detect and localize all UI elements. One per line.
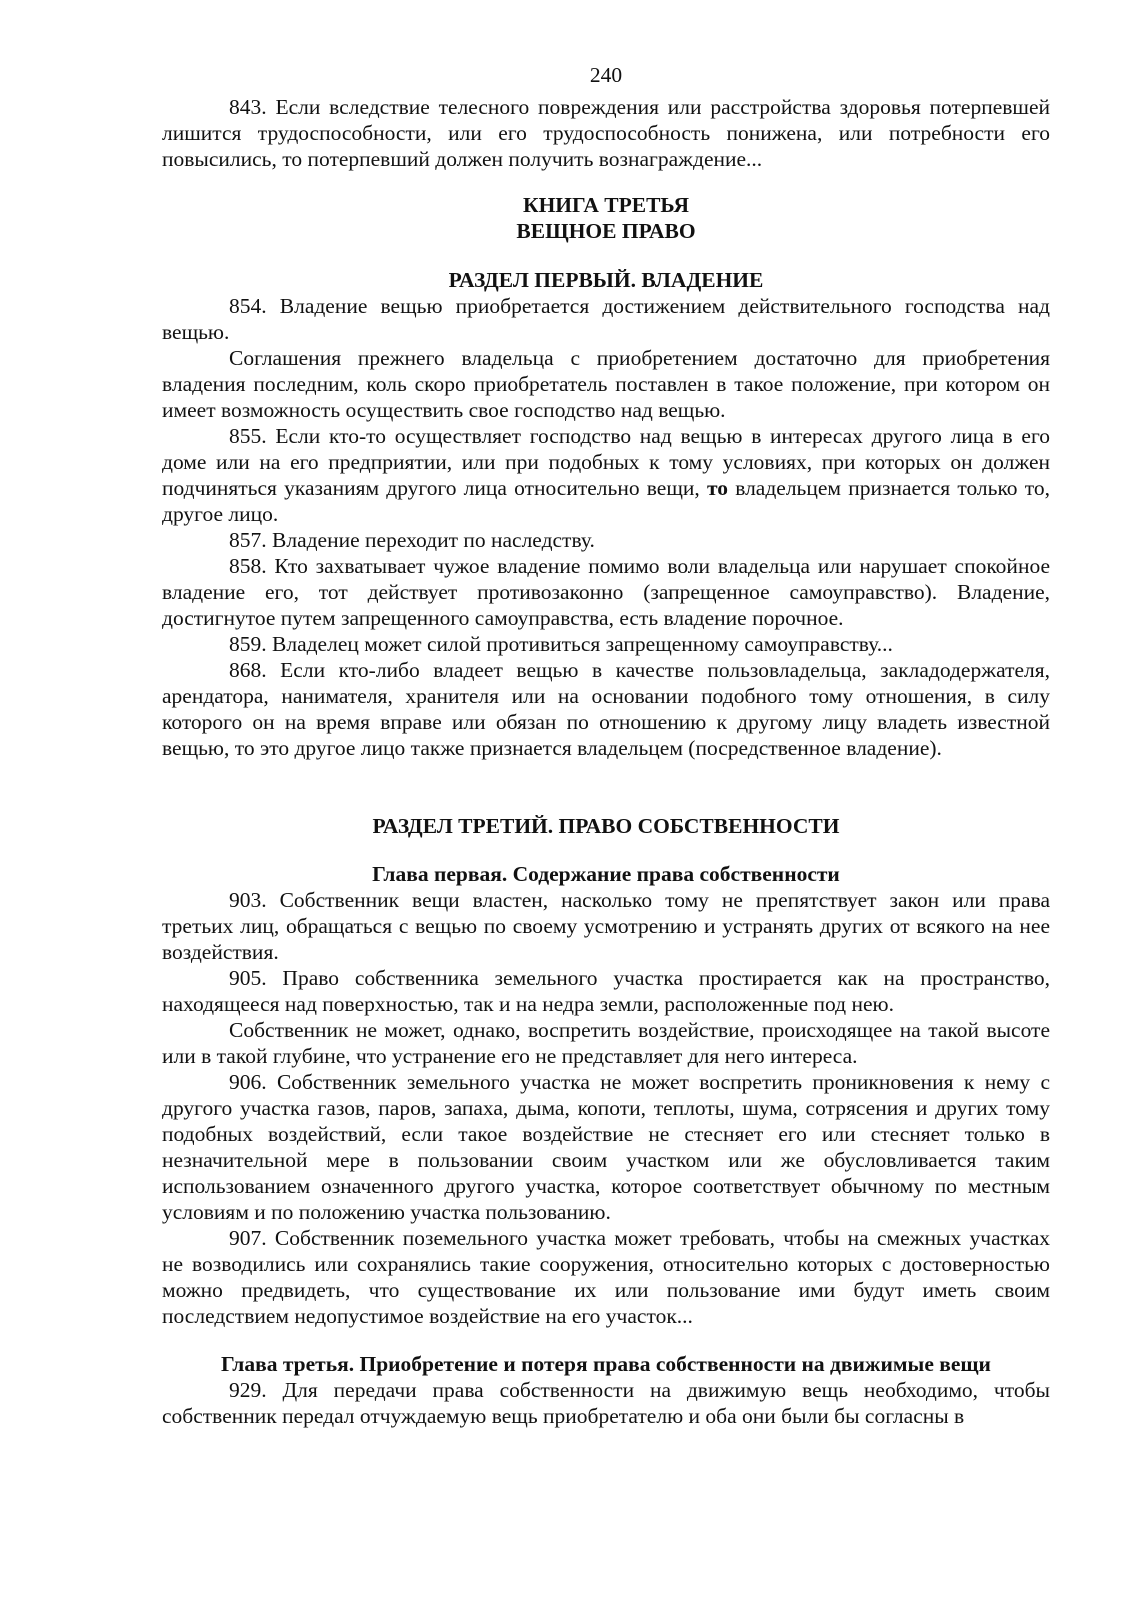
paragraph <box>162 631 1050 657</box>
paragraph <box>162 1017 1050 1069</box>
paragraph <box>162 293 1050 345</box>
paragraph <box>162 965 1050 1017</box>
paragraph-text: Собственник не может, однако, воспретить воздействие, происходящее на такой высоте или в такой глубине, что устранение его не представляет для него интереса. <box>162 1018 1050 1068</box>
paragraph-text: 857. Владение переходит по наследству. <box>229 528 595 552</box>
paragraph-text: Соглашения прежнего владельца с приобретением достаточно для приобретения владения последним, коль скоро приобретатель поставлен в такое положение, при котором он имеет возможность осуществить свое господство над вещью. <box>162 346 1050 422</box>
heading: Глава первая. Содержание права собственности <box>372 862 840 886</box>
heading: РАЗДЕЛ ПЕРВЫЙ. ВЛАДЕНИЕ <box>448 268 764 292</box>
heading: ВЕЩНОЕ ПРАВО <box>516 219 696 243</box>
paragraph-text: 855. Если кто-то осуществляет господство над вещью в интересах другого лица в его доме или на его предприятии, или при подобных к тому условиях, при которых он должен подчиняться указаниям другого лица относительно вещи, <box>162 424 1050 500</box>
document-page <box>162 62 1050 1429</box>
paragraph <box>162 423 1050 527</box>
paragraph <box>162 527 1050 553</box>
paragraph <box>162 553 1050 631</box>
spacer <box>162 172 1050 192</box>
paragraph-text: 903. Собственник вещи властен, насколько тому не препятствует закон или права третьих лиц, обращаться с вещью по своему усмотрению и устранять других от всякого на нее воздействия. <box>162 888 1050 964</box>
paragraph-text: 859. Владелец может силой противиться запрещенному самоуправству... <box>229 632 893 656</box>
paragraph-text: владельцем признается только то, другое лицо. <box>162 476 1050 526</box>
paragraph-text: 843. Если вследствие телесного повреждения или расстройства здоровья потерпевшей лишится трудоспособности, или его трудоспособность понижена, или потребности его повысились, то потерпевший должен получить вознаграждение... <box>162 95 1050 171</box>
document-body <box>162 94 1050 1429</box>
paragraph-text: 858. Кто захватывает чужое владение помимо воли владельца или нарушает спокойное владение его, тот действует противозаконно (запрещенное самоуправство). Владение, достигнутое путем запрещенного самоуправства, есть владение порочное. <box>162 554 1050 630</box>
heading: КНИГА ТРЕТЬЯ <box>522 193 690 217</box>
paragraph-text: 906. Собственник земельного участка не может воспретить проникновения к нему с другого участка газов, паров, запаха, дыма, копоти, теплоты, шума, сотрясения и других тому подобных воздействий, если такое воздействие не стесняет его или стесняет только в незначительной мере в пользовании своим участком или же обусловливается таким использованием означенного другого участка, которое соответствует обычному по местным условиям и по положению участка пользованию. <box>162 1070 1050 1224</box>
page-number: 240 <box>589 63 623 87</box>
paragraph-text: 907. Собственник поземельного участка может требовать, чтобы на смежных участках не возводились или сохранялись такие сооружения, относительно которых с достоверностью можно предвидеть, что существование их или пользование ими будут иметь своим последствием недопустимое воздействие на его участок... <box>162 1226 1050 1328</box>
spacer <box>162 244 1050 267</box>
spacer <box>162 839 1050 861</box>
paragraph <box>162 1377 1050 1429</box>
emphasis-text: то <box>706 476 729 500</box>
heading: Глава третья. Приобретение и потеря права собственности на движимые вещи <box>221 1352 991 1376</box>
paragraph <box>162 887 1050 965</box>
paragraph-text: 929. Для передачи права собственности на движимую вещь необходимо, чтобы собственник передал отчуждаемую вещь приобретателю и оба они были бы согласны в <box>162 1378 1050 1428</box>
paragraph-text: 854. Владение вещью приобретается достижением действительного господства над вещью. <box>162 294 1050 344</box>
spacer <box>162 1329 1050 1351</box>
spacer <box>162 761 1050 813</box>
paragraph-text: 905. Право собственника земельного участка простирается как на пространство, находящееся над поверхностью, так и на недра земли, расположенные под нею. <box>162 966 1050 1016</box>
paragraph <box>162 345 1050 423</box>
heading: РАЗДЕЛ ТРЕТИЙ. ПРАВО СОБСТВЕННОСТИ <box>372 814 840 838</box>
paragraph <box>162 94 1050 172</box>
paragraph <box>162 1225 1050 1329</box>
paragraph <box>162 657 1050 761</box>
paragraph <box>162 1069 1050 1225</box>
paragraph-text: 868. Если кто-либо владеет вещью в качестве пользовладельца, закладодержателя, арендатора, нанимателя, хранителя или на основании подобного тому отношения, в силу которого он на время вправе или обязан по отношению к другому лицу владеть известной вещью, то это другое лицо также признается владельцем (посредственное владение). <box>162 658 1050 760</box>
